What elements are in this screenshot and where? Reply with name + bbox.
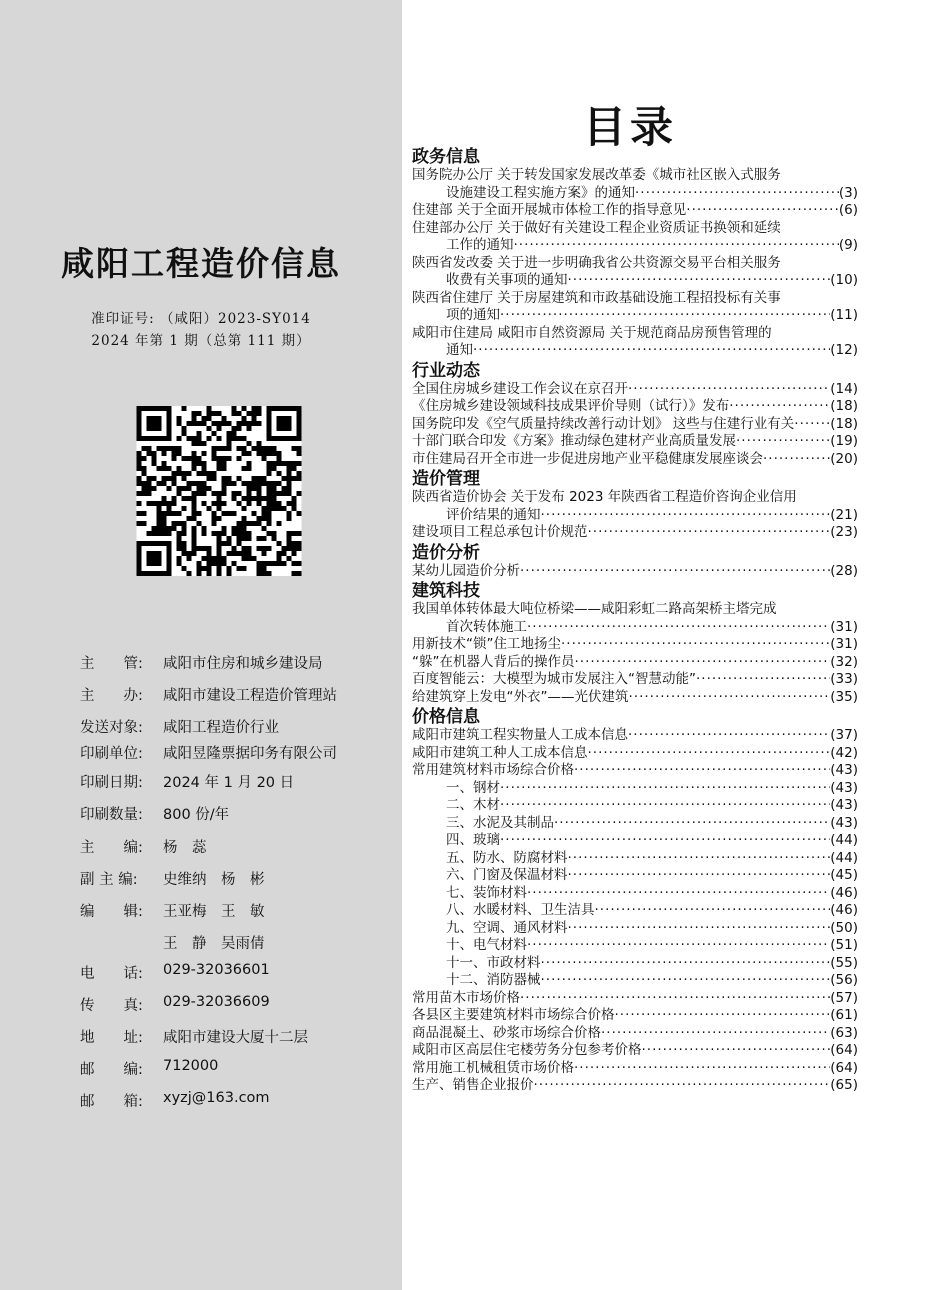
- dot-leader: [696, 671, 830, 689]
- toc-entry[interactable]: [412, 255, 858, 290]
- info-label: 副 主 编:: [80, 872, 138, 888]
- toc-page-number: (21): [830, 506, 858, 523]
- info-row: [80, 836, 207, 857]
- info-value: 咸阳市住房和城乡建设局: [163, 656, 323, 672]
- dot-leader: [514, 237, 839, 255]
- toc-entry-title: 百度智能云：大模型为城市发展注入“智慧动能”: [412, 671, 696, 687]
- dot-leader: [520, 563, 830, 581]
- toc-entry-title: 咸阳市建筑工程实物量人工成本信息: [412, 727, 628, 743]
- toc-entry-title: 建设项目工程总承包计价规范: [412, 524, 588, 540]
- toc-entry-title: 设施建设工程实施方案》的通知: [446, 184, 635, 201]
- toc-list: [412, 146, 858, 1095]
- toc-page-number: (37): [830, 727, 858, 743]
- cover-left-panel: [0, 0, 402, 1290]
- dot-leader: [794, 416, 830, 434]
- toc-entry[interactable]: [412, 797, 858, 815]
- info-value: 咸阳昱隆票据印务有限公司: [163, 746, 337, 762]
- toc-entry-title: 首次转体施工: [446, 618, 527, 635]
- toc-section-heading: 政务信息: [412, 147, 480, 167]
- toc-entry[interactable]: [412, 563, 858, 581]
- info-value: 杨 蕊: [163, 840, 207, 856]
- dot-leader: [635, 185, 839, 203]
- info-value: 咸阳市建设大厦十二层: [163, 1030, 308, 1046]
- toc-page-number: (55): [830, 954, 858, 971]
- info-label: 传 真:: [80, 998, 143, 1014]
- dot-leader: [561, 636, 830, 654]
- toc-entry[interactable]: [412, 202, 858, 220]
- info-row: [80, 868, 265, 889]
- toc-entry-title: 评价结果的通知: [446, 506, 541, 523]
- dot-leader: [588, 745, 831, 763]
- toc-entry[interactable]: [412, 972, 858, 990]
- info-value: 029-32036601: [163, 962, 270, 978]
- toc-entry-title: 国务院办公厅 关于转发国家发展改革委《城市社区嵌入式服务: [412, 167, 781, 183]
- toc-page-number: (64): [830, 1059, 858, 1076]
- toc-page-number: (57): [830, 989, 858, 1006]
- issue-number: 2024 年第 1 期（总第 111 期）: [91, 333, 311, 349]
- toc-page-number: (23): [830, 524, 858, 540]
- dot-leader: [574, 762, 830, 780]
- toc-entry-title: 项的通知: [446, 307, 500, 323]
- info-row: [80, 652, 323, 673]
- toc-page-number: (56): [830, 972, 858, 988]
- toc-page-number: (31): [830, 636, 858, 652]
- dot-leader: [629, 689, 831, 707]
- dot-leader: [763, 451, 830, 469]
- toc-title: 目录: [583, 103, 677, 153]
- dot-leader: [729, 398, 830, 416]
- toc-entry-title: 九、空调、通风材料: [446, 919, 568, 936]
- toc-entry[interactable]: [412, 885, 858, 903]
- toc-page-number: (3): [838, 184, 858, 201]
- info-value: 王亚梅 王 敏: [163, 904, 265, 920]
- toc-page-number: (64): [830, 1042, 858, 1058]
- toc-entry-title: 四、玻璃: [446, 832, 500, 848]
- toc-entry-title: 商品混凝土、砂浆市场综合价格: [412, 1024, 601, 1041]
- toc-page-number: (43): [830, 814, 858, 831]
- toc-entry-title: “躲”在机器人背后的操作员: [412, 653, 575, 670]
- dot-leader: [473, 342, 830, 360]
- toc-entry-title: 用新技术“锁”住工地扬尘: [412, 636, 561, 652]
- toc-entry-title: 十、电气材料: [446, 937, 527, 953]
- toc-page-number: (61): [830, 1007, 858, 1023]
- dot-leader: [554, 815, 830, 833]
- toc-entry[interactable]: [412, 745, 858, 763]
- toc-entry-title: 收费有关事项的通知: [446, 272, 568, 288]
- dot-leader: [686, 202, 839, 220]
- toc-entry[interactable]: [412, 815, 858, 833]
- toc-entry-title: 八、水暖材料、卫生洁具: [446, 902, 595, 918]
- toc-page-number: (44): [830, 849, 858, 866]
- toc-page-number: (46): [830, 902, 858, 918]
- dot-leader: [527, 885, 830, 903]
- toc-entry-title: 工作的通知: [446, 237, 514, 253]
- dot-leader: [736, 433, 830, 451]
- toc-entry-title: 我国单体转体最大吨位桥梁——咸阳彩虹二路高架桥主塔完成: [412, 601, 777, 617]
- info-label: 印刷数量:: [80, 807, 143, 823]
- info-label: 印刷日期:: [80, 775, 143, 791]
- toc-section-heading: 价格信息: [412, 707, 480, 727]
- toc-entry-title: 市住建局召开全市进一步促进房地产业平稳健康发展座谈会: [412, 450, 763, 467]
- permit-number: 准印证号: （咸阳）2023-SY014: [91, 311, 311, 327]
- dot-leader: [595, 902, 831, 920]
- toc-page-number: (32): [830, 653, 858, 670]
- info-value: 咸阳工程造价行业: [163, 720, 279, 736]
- toc-entry[interactable]: [412, 601, 858, 636]
- toc-entry[interactable]: [412, 920, 858, 938]
- toc-entry[interactable]: [412, 489, 858, 524]
- toc-entry-title: 咸阳市住建局 咸阳市自然资源局 关于规范商品房预售管理的: [412, 324, 772, 341]
- toc-entry[interactable]: [412, 167, 858, 202]
- dot-leader: [527, 937, 830, 955]
- toc-entry-title: 各县区主要建筑材料市场综合价格: [412, 1007, 615, 1023]
- dot-leader: [588, 524, 831, 542]
- info-row: [80, 1026, 308, 1047]
- dot-leader: [568, 850, 831, 868]
- info-value: 王 静 吴雨倩: [163, 936, 265, 952]
- toc-page-number: (46): [830, 884, 858, 901]
- toc-entry[interactable]: [412, 1042, 858, 1060]
- toc-page-number: (65): [830, 1077, 858, 1093]
- info-label: 邮 箱:: [80, 1094, 143, 1110]
- toc-entry-title: 常用施工机械租赁市场价格: [412, 1059, 574, 1076]
- info-row: [80, 932, 265, 953]
- toc-entry-title: 咸阳市区高层住宅楼劳务分包参考价格: [412, 1042, 642, 1058]
- dot-leader: [615, 1007, 831, 1025]
- toc-entry[interactable]: [412, 955, 858, 973]
- dot-leader: [534, 1077, 831, 1095]
- dot-leader: [541, 972, 831, 990]
- toc-entry-title: 住建部办公厅 关于做好有关建设工程企业资质证书换领和延续: [412, 219, 781, 236]
- info-label: [80, 932, 163, 953]
- info-label: 邮 编:: [80, 1062, 143, 1078]
- toc-entry-title: 常用苗木市场价格: [412, 989, 520, 1006]
- toc-page-number: (28): [830, 562, 858, 579]
- info-value: 029-32036609: [163, 994, 270, 1010]
- toc-entry[interactable]: [412, 780, 858, 798]
- info-row: [80, 716, 279, 737]
- toc-page-number: (35): [830, 688, 858, 705]
- dot-leader: [574, 1060, 830, 1078]
- toc-entry[interactable]: [412, 937, 858, 955]
- info-row: [80, 962, 270, 983]
- info-row: [80, 1058, 218, 1079]
- toc-entry-title: 国务院印发《空气质量持续改善行动计划》 这些与住建行业有关: [412, 415, 795, 432]
- toc-page-number: (12): [830, 342, 858, 358]
- info-row: [80, 771, 294, 792]
- info-label: 编 辑:: [80, 904, 143, 920]
- toc-entry-title: 给建筑穿上发电“外衣”——光伏建筑: [412, 688, 629, 705]
- toc-entry[interactable]: [412, 762, 858, 780]
- info-value: 712000: [163, 1058, 219, 1074]
- publication-title: 咸阳工程造价信息: [61, 244, 341, 283]
- dot-leader: [500, 797, 830, 815]
- info-value: 2024 年 1 月 20 日: [163, 775, 295, 791]
- dot-leader: [568, 272, 831, 290]
- toc-entry[interactable]: [412, 325, 858, 360]
- toc-page-number: (11): [830, 307, 858, 323]
- toc-entry-title: 十部门联合印发《方案》推动绿色建材产业高质量发展: [412, 433, 736, 449]
- info-value: 咸阳市建设工程造价管理站: [163, 688, 337, 704]
- toc-entry[interactable]: [412, 832, 858, 850]
- toc-entry-title: 六、门窗及保温材料: [446, 867, 568, 883]
- toc-entry[interactable]: [412, 1077, 858, 1095]
- toc-entry-title: 某幼儿园造价分析: [412, 562, 520, 579]
- info-label: 电 话:: [80, 966, 143, 982]
- toc-entry-title: 住建部 关于全面开展城市体检工作的指导意见: [412, 202, 687, 218]
- dot-leader: [601, 1025, 830, 1043]
- toc-entry[interactable]: [412, 654, 858, 672]
- toc-entry-title: 全国住房城乡建设工作会议在京召开: [412, 380, 628, 397]
- info-row: [80, 742, 337, 763]
- toc-entry[interactable]: [412, 524, 858, 542]
- info-row: [80, 803, 229, 824]
- info-label: 印刷单位:: [80, 746, 143, 762]
- info-label: 主 编:: [80, 840, 143, 856]
- dot-leader: [500, 832, 830, 850]
- toc-page-number: (10): [830, 272, 858, 288]
- toc-entry-title: 五、防水、防腐材料: [446, 849, 568, 866]
- dot-leader: [541, 507, 831, 525]
- info-label: 主 管:: [80, 656, 143, 672]
- toc-entry[interactable]: [412, 990, 858, 1008]
- toc-entry[interactable]: [412, 433, 858, 451]
- toc-page-number: (31): [830, 618, 858, 635]
- toc-page-number: (44): [830, 832, 858, 848]
- toc-entry-title: 陕西省住建厅 关于房屋建筑和市政基础设施工程招投标有关事: [412, 289, 781, 306]
- info-value: 800 份/年: [163, 807, 230, 823]
- dot-leader: [575, 654, 831, 672]
- info-value: xyzj@163.com: [163, 1090, 270, 1106]
- toc-entry[interactable]: [412, 381, 858, 399]
- dot-leader: [520, 990, 830, 1008]
- dot-leader: [568, 867, 831, 885]
- dot-leader: [541, 955, 831, 973]
- toc-entry[interactable]: [412, 220, 858, 255]
- toc-entry[interactable]: [412, 727, 858, 745]
- dot-leader: [500, 780, 830, 798]
- toc-page-number: (42): [830, 744, 858, 761]
- toc-entry-title: 生产、销售企业报价: [412, 1077, 534, 1093]
- info-row: [80, 994, 270, 1015]
- toc-section-heading: 行业动态: [412, 360, 480, 381]
- info-row: [80, 684, 337, 705]
- toc-page-number: (6): [838, 202, 858, 218]
- info-row: [80, 1090, 270, 1111]
- toc-entry-title: 十一、市政材料: [446, 954, 541, 971]
- toc-entry[interactable]: [412, 689, 858, 707]
- toc-entry[interactable]: [412, 1025, 858, 1043]
- toc-section-heading: 造价分析: [412, 542, 480, 563]
- toc-entry-title: 七、装饰材料: [446, 884, 527, 901]
- table-of-contents: [402, 0, 950, 1290]
- toc-page-number: (63): [830, 1024, 858, 1041]
- toc-entry-title: 三、水泥及其制品: [446, 814, 554, 831]
- toc-page-number: (14): [830, 380, 858, 397]
- toc-entry-title: 咸阳市建筑工种人工成本信息: [412, 744, 588, 761]
- toc-entry[interactable]: [412, 398, 858, 416]
- toc-page-number: (18): [830, 415, 858, 432]
- toc-entry-title: 常用建筑材料市场综合价格: [412, 762, 574, 778]
- info-label: 发送对象:: [80, 720, 143, 736]
- dot-leader: [628, 727, 830, 745]
- toc-entry-title: 通知: [446, 342, 473, 358]
- dot-leader: [628, 381, 830, 399]
- dot-leader: [500, 307, 830, 325]
- toc-entry[interactable]: [412, 451, 858, 469]
- dot-leader: [642, 1042, 831, 1060]
- toc-section-heading: 建筑科技: [412, 581, 480, 601]
- toc-entry-title: 二、木材: [446, 797, 500, 813]
- toc-entry[interactable]: [412, 867, 858, 885]
- info-label: 地 址:: [80, 1030, 143, 1046]
- info-label: 主 办:: [80, 688, 143, 704]
- toc-page-number: (43): [830, 797, 858, 813]
- toc-page-number: (43): [830, 762, 858, 778]
- toc-entry[interactable]: [412, 902, 858, 920]
- qr-code-icon: [136, 406, 302, 576]
- toc-section-heading: 造价管理: [412, 469, 480, 489]
- toc-entry[interactable]: [412, 850, 858, 868]
- toc-entry-title: 陕西省造价协会 关于发布 2023 年陕西省工程造价咨询企业信用: [412, 489, 797, 505]
- toc-page-number: (19): [830, 433, 858, 449]
- toc-page-number: (50): [830, 919, 858, 936]
- toc-entry[interactable]: [412, 1060, 858, 1078]
- toc-page-number: (51): [830, 937, 858, 953]
- info-value: 史维纳 杨 彬: [163, 872, 265, 888]
- toc-page-number: (33): [830, 671, 858, 687]
- dot-leader: [527, 619, 830, 637]
- info-row: [80, 900, 265, 921]
- toc-entry-title: 陕西省发改委 关于进一步明确我省公共资源交易平台相关服务: [412, 254, 781, 271]
- toc-page-number: (43): [830, 779, 858, 796]
- toc-entry-title: 十二、消防器械: [446, 972, 541, 988]
- toc-page-number: (20): [830, 450, 858, 467]
- toc-entry[interactable]: [412, 290, 858, 325]
- toc-page-number: (45): [830, 867, 858, 883]
- toc-entry[interactable]: [412, 416, 858, 434]
- dot-leader: [568, 920, 831, 938]
- toc-entry-title: 一、钢材: [446, 779, 500, 796]
- toc-page-number: (9): [838, 237, 858, 253]
- toc-entry[interactable]: [412, 636, 858, 654]
- toc-entry-title: 《住房城乡建设领域科技成果评价导则（试行）》发布: [412, 398, 730, 414]
- toc-entry[interactable]: [412, 671, 858, 689]
- toc-page-number: (18): [830, 398, 858, 414]
- toc-entry[interactable]: [412, 1007, 858, 1025]
